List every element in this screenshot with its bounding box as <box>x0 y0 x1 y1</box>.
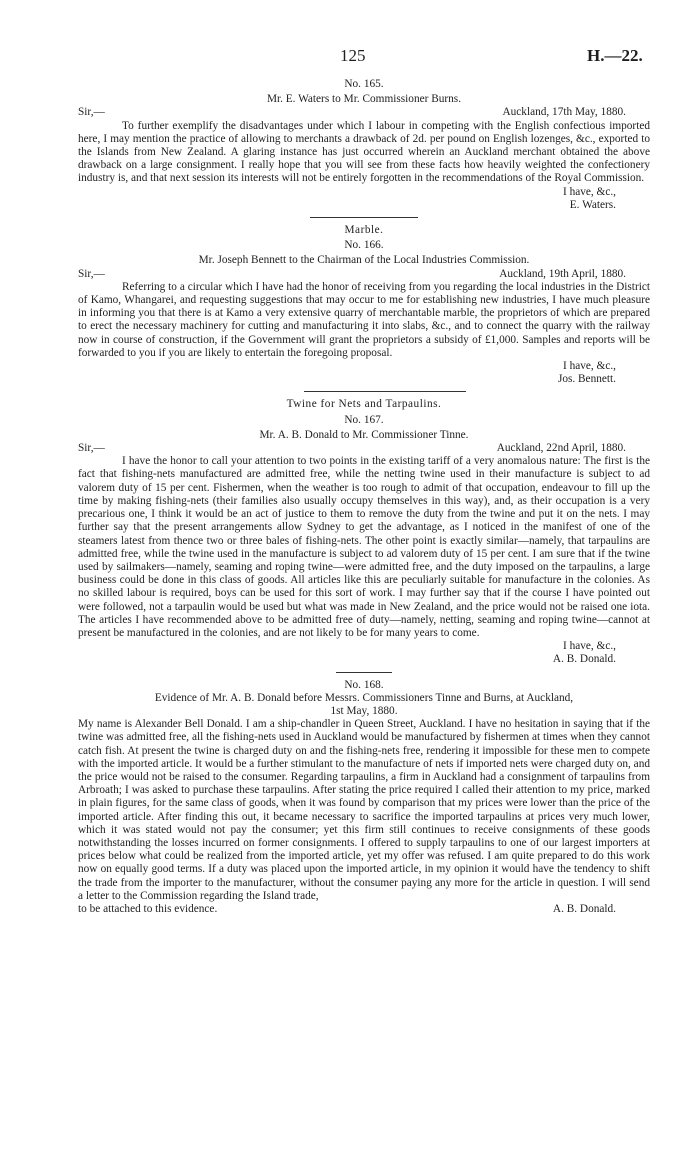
letter-number: No. 167. <box>344 413 384 426</box>
evidence-last-row <box>78 903 650 916</box>
salutation-row <box>78 442 650 455</box>
page-body <box>78 76 650 916</box>
letter-165 <box>78 78 650 212</box>
signature: A. B. Donald. <box>552 653 616 666</box>
closing: I have, &c., <box>562 360 616 373</box>
document-reference: H.—22. <box>587 46 643 65</box>
salutation: Sir,— <box>78 106 105 119</box>
place-date: Auckland, 17th May, 1880. <box>502 106 626 119</box>
closing: I have, &c., <box>562 185 616 198</box>
section-divider <box>310 217 418 218</box>
place-date: Auckland, 22nd April, 1880. <box>496 442 626 455</box>
signature: E. Waters. <box>569 198 616 211</box>
letter-166 <box>78 224 650 386</box>
evidence-number: No. 168. <box>344 678 384 691</box>
signature: A. B. Donald. <box>552 902 616 915</box>
letter-number: No. 165. <box>344 78 384 90</box>
signature: Jos. Bennett. <box>557 373 616 386</box>
place-date: Auckland, 19th April, 1880. <box>499 267 626 280</box>
evidence-last-line: to be attached to this evidence. <box>78 902 218 915</box>
letter-body: To further exemplify the disadvantages under which I labour in competing with the English confectious imported here, I may mention the practice of allowing to merchants a drawback of 2d. per pound on English lozenges, &c., exported to the Islands from New Zealand. A glaring instance has just occurred wherein an Auckland merchant obtained the above drawback on a large consignment. I really hope that you will see from these facts how heavily weighted the confectionery industry is, and that next session its interests will not be entirely forgotten in the recommendations of the Royal Commission. <box>78 119 650 185</box>
salutation-row <box>78 106 650 119</box>
evidence-date: 1st May, 1880. <box>330 704 398 717</box>
salutation: Sir,— <box>78 267 105 280</box>
letter-body: Referring to a circular which I have had the honor of receiving from you regarding the local industries in the District of Kamo, Whangarei, and requesting suggestions that may occur to me for establishing new industries, I have much pleasure in informing you that there is at Kamo a very extensive quarry of merchantable marble, the proprietors of which are prepared to erect the necessary machinery for cutting and manufacturing it into slabs, &c., and to connect the quarry with the railway now in course of construction, if the Government will grant the proprietors a subsidy of £1,000. Samples and reports will be forwarded to you if you are likely to entertain the foregoing proposal. <box>78 280 650 359</box>
letter-body: I have the honor to call your attention to two points in the existing tariff of a very anomalous nature: The first is the fact that fishing-nets manufactured are admitted free, while the netting twine used in their manufacture is subject to ad valorem duty of 15 per cent. Fishermen, when the weather is too rough to admit of that occupation, endeavour to fill up the time by making fishing-nets (their families also usually occupy themselves in this way), and, as their occupation is a very precarious one, I think it would be an act of justice to them to remove the duty from the twine and put it on the nets. I may further say that the present arrangements allow Sydney to get the advantage, as I noticed in the manifest of one of the steamers latest from thence two or three bales of fishing-nets. The other point is exactly similar—namely, that tarpaulins are admitted free, while the twine used in the manufacture is subject to ad valorem duty of 15 per cent. I am sure that if the twine used by sailmakers—namely, seaming and roping twine—were admitted free, and the duty imposed on the tarpaulins, a large business could be done in this class of goods. All articles like this are peculiarly suitable for manufacture in the colonies. As no skilled labour is required, boys can be used for this sort of work. I may further say that if the course I have pointed out were followed, not a tarpaulin would be used but what was made in New Zealand, and the price would not be raised one iota. The articles I have recommended above to be admitted free of duty—namely, netting, seaming and roping twine—cannot at present be manufactured in the colonies, and are not likely to be for many years to come. <box>78 455 650 639</box>
section-divider <box>336 672 392 673</box>
evidence-168 <box>78 679 650 917</box>
evidence-heading: Evidence of Mr. A. B. Donald before Messrs. Commissioners Tinne and Burns, at Auckland, <box>154 691 574 704</box>
salutation-row <box>78 268 650 281</box>
letter-heading: Mr. E. Waters to Mr. Commissioner Burns. <box>266 93 462 106</box>
letter-heading: Mr. Joseph Bennett to the Chairman of the Local Industries Commission. <box>198 254 530 267</box>
closing: I have, &c., <box>562 640 616 653</box>
evidence-body: My name is Alexander Bell Donald. I am a ship-chandler in Queen Street, Auckland. I have no hesitation in saying that if the twine was admitted free, all the fishing-nets used in Auckland would be manufactured by fishermen at times when they cannot catch fish. At present the twine is charged duty on and the fishing-nets free, rendering it impossible for these men to compete with the imported article. It would be a further stimulant to the manufacture of nets if imported nets were charged duty on, and the price would not be raised to the consumer. Regarding tarpaulins, a firm in Auckland had a consignment of tarpaulins from Arbroath; I was asked to purchase these tarpaulins. After stating the price required I called their attention to my price, marked in plain figures, for the same class of goods, when it was found by comparison that my prices were lower than the price of the imported article. After finding this out, it became necessary to sacrifice the imported tarpaulins at prices very much lower, which it was stated would not pay the consumer; yet this firm still continues to receive consignments of these goods notwithstanding the losses incurred on former consignments. I offered to supply tarpaulins to one of our largest importers at prices below what could be realized from the imported article, yet my offer was refused. I am quite prepared to do this work now on equally good terms. If a duty was placed upon the imported article, in my opinion it would have the tendency to shift the trade from the importer to the manufacturer, without the consumer paying any more for the article in question. I will send a letter to the Commission regarding the Island trade, <box>78 718 650 902</box>
letter-number: No. 166. <box>344 239 384 252</box>
section-title: Marble. <box>344 224 384 237</box>
letter-167 <box>78 398 650 666</box>
page-number: 125 <box>340 46 366 65</box>
section-title: Twine for Nets and Tarpaulins. <box>286 398 442 411</box>
section-divider <box>304 391 466 392</box>
letter-heading: Mr. A. B. Donald to Mr. Commissioner Tinne. <box>259 428 469 441</box>
page-header <box>0 46 700 66</box>
salutation: Sir,— <box>78 442 105 455</box>
